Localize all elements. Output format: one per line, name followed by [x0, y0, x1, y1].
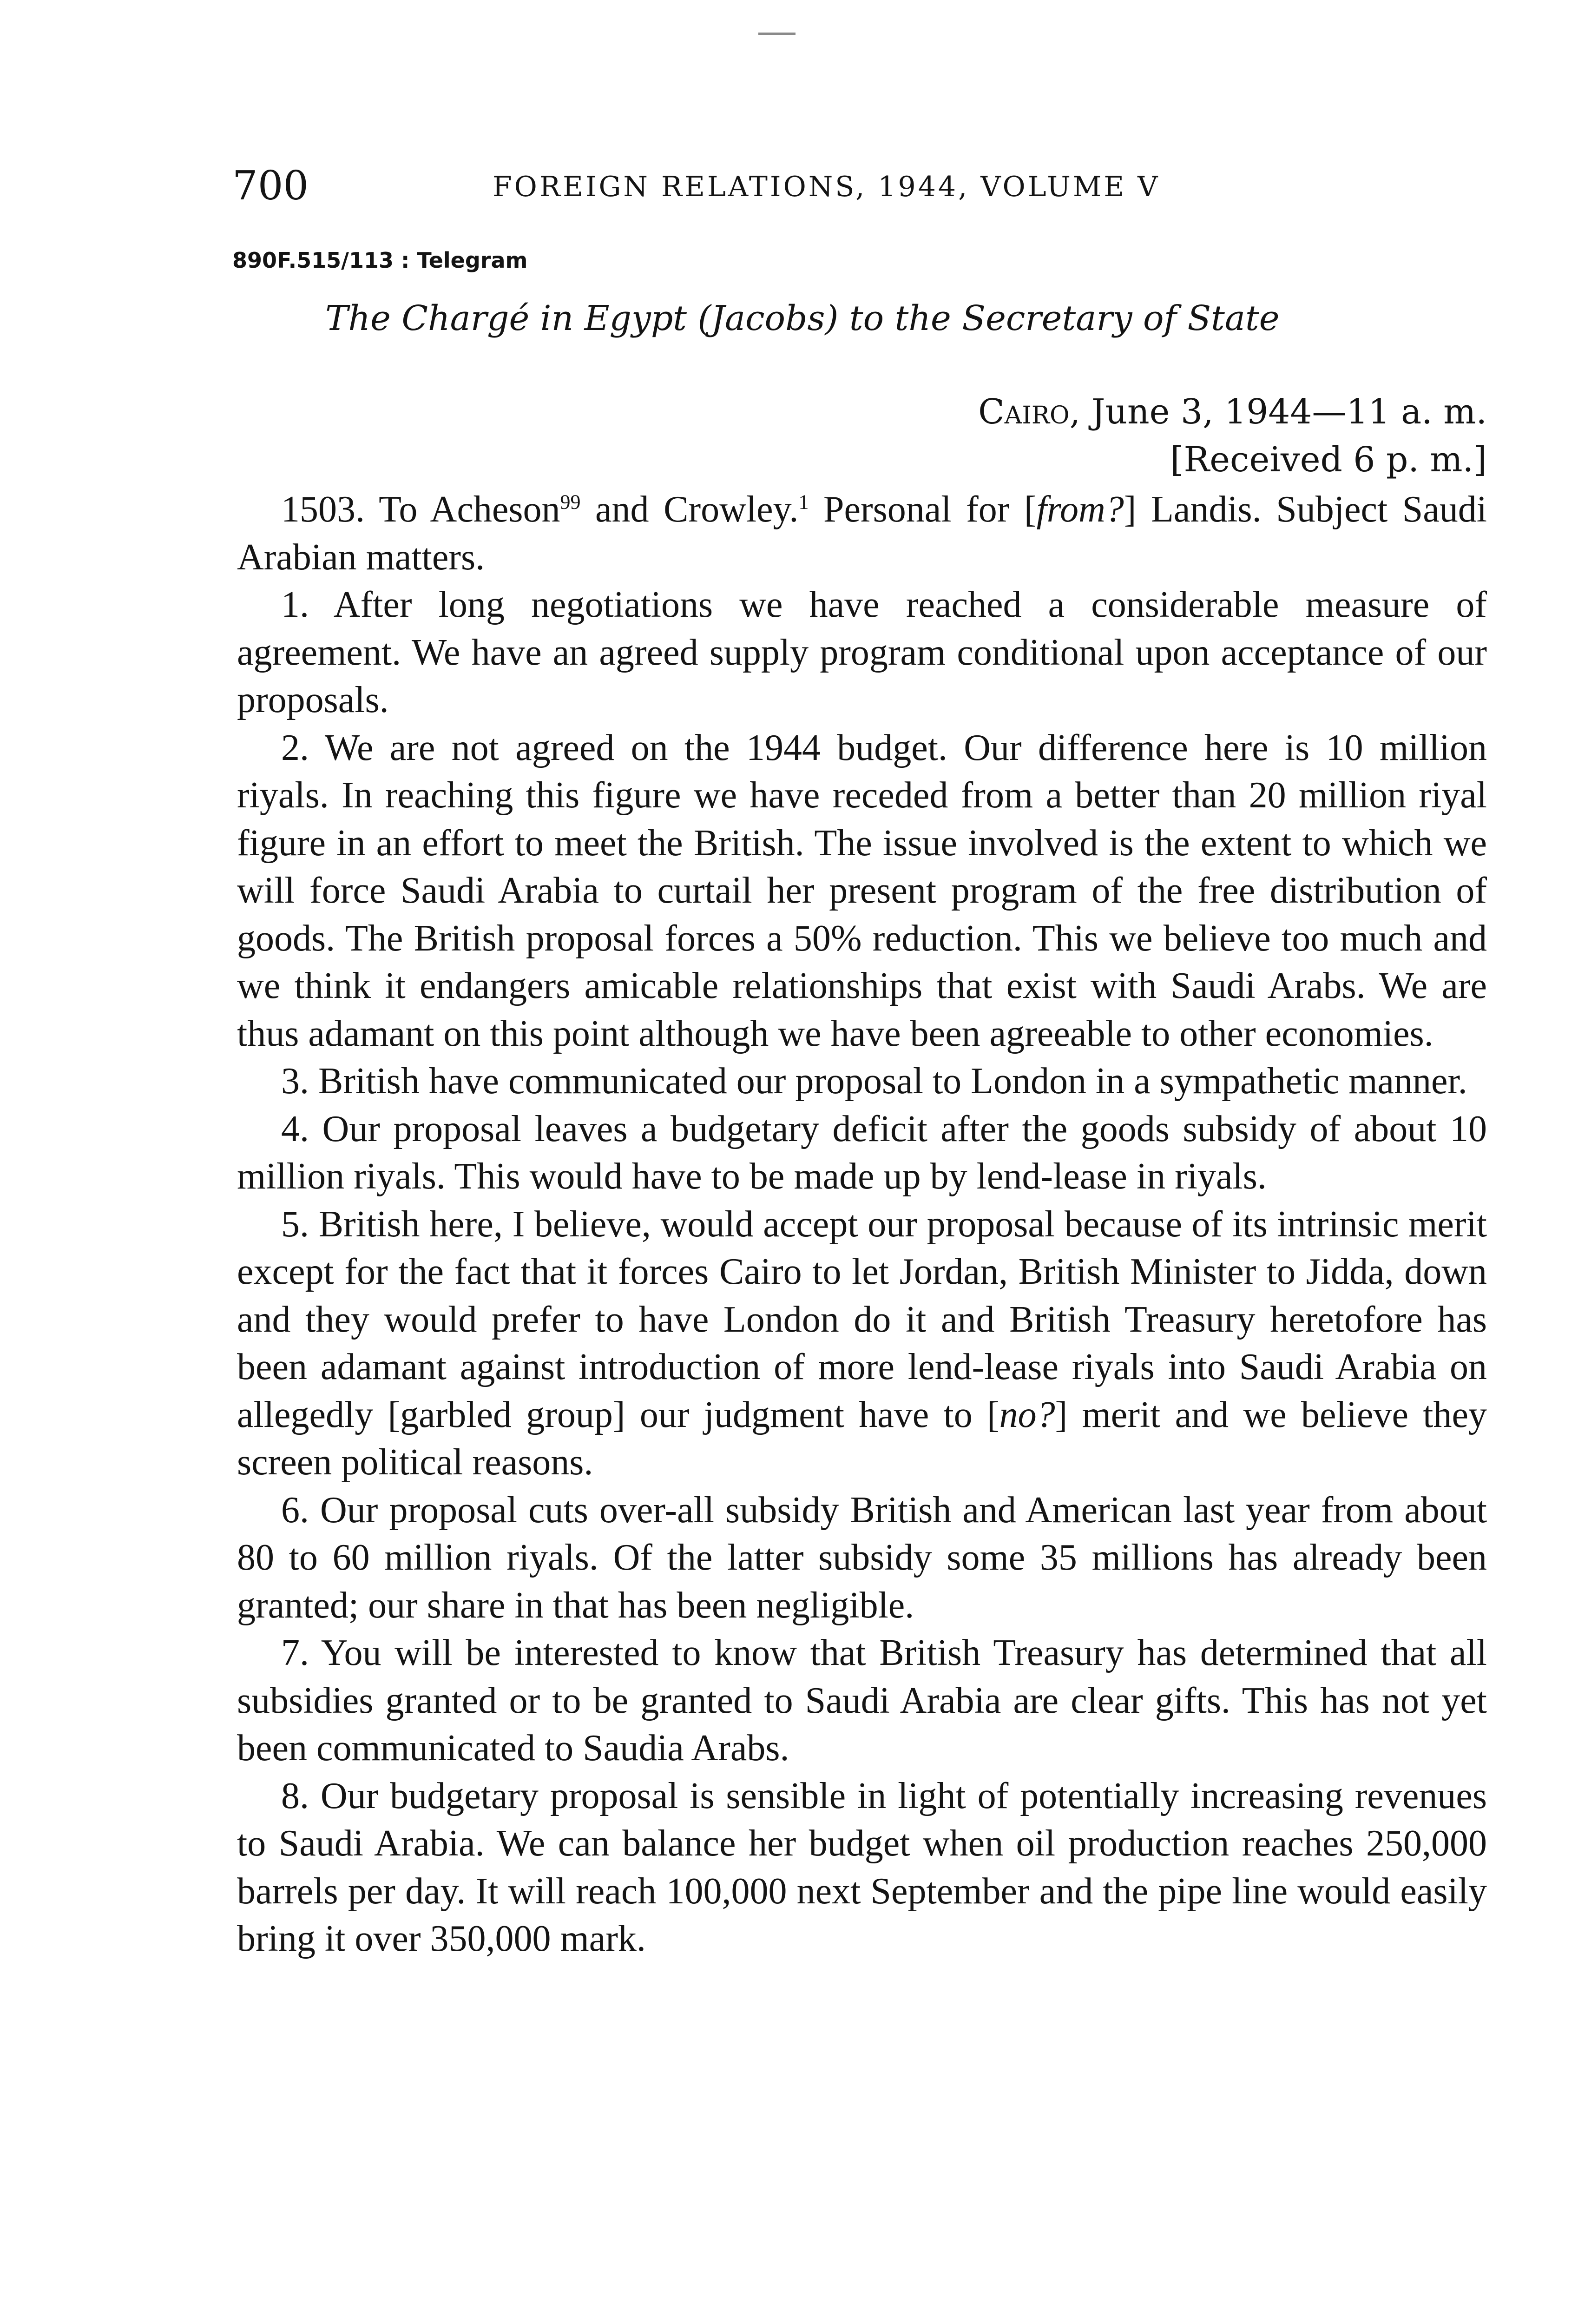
page-top-mark	[758, 33, 796, 35]
page-number: 700	[232, 163, 309, 209]
paragraph-7: 7. You will be interested to know that British Treasury has determined that all subsidies granted or to be granted to Saudi Arabia are clear gifts. This has not yet been communicated to Saudia Arabs.	[237, 1632, 1487, 1769]
dateline-date: , June 3, 1944—11 a. m.	[1069, 392, 1487, 432]
dateline-place-date	[906, 388, 1487, 436]
document-title: The Chargé in Egypt (Jacobs) to the Secretary of State	[325, 298, 1280, 338]
dateline-place: Cairo	[978, 392, 1070, 432]
running-head: FOREIGN RELATIONS, 1944, VOLUME V	[493, 171, 1160, 203]
paragraph-2: 2. We are not agreed on the 1944 budget. Our difference here is 10 million riyals. In reaching this figure we have receded from a better than 20 million riyal figure in an effort to meet the British. The issue involved is the extent to which we will force Saudi Arabia to curtail her present program of the free distribution of goods. The British proposal forces a 50% reduction. This we believe too much and we think it endangers amicable relationships that exist with Saudi Arabs. We are thus adamant on this point although we have been agreeable to other economies.	[237, 727, 1487, 1054]
page-header	[232, 163, 1492, 218]
dateline	[906, 388, 1487, 484]
footnote-ref-99: 99	[560, 490, 581, 514]
telegram-body	[237, 486, 1487, 1963]
paragraph-1: 1. After long negotiations we have reached a considerable measure of agreement. We have an agreed supply program conditional upon acceptance of our proposals.	[237, 584, 1487, 720]
opening-paragraph: 1503. To Acheson$^{99}$ and Crowley.$^1$ Personal for [from?] Landis. Subject Saudi Arabian matters.	[237, 489, 1487, 578]
document-file-id: 890F.515/113 : Telegram	[232, 248, 528, 273]
dateline-received: [Received 6 p. m.]	[1170, 440, 1487, 480]
paragraph-6: 6. Our proposal cuts over-all subsidy British and American last year from about 80 to 60 million riyals. Of the latter subsidy some 35 millions has already been granted; our share in that has been negligible.	[237, 1489, 1487, 1626]
paragraph-4: 4. Our proposal leaves a budgetary deficit after the goods subsidy of about 10 million riyals. This would have to be made up by lend-lease in riyals.	[237, 1108, 1487, 1197]
paragraph-8: 8. Our budgetary proposal is sensible in light of potentially increasing revenues to Saudi Arabia. We can balance her budget when oil production reaches 250,000 barrels per day. It will reach 100,000 next September and the pipe line would easily bring it over 350,000 mark.	[237, 1775, 1487, 1959]
paragraph-3: 3. British have communicated our proposal to London in a sympathetic manner.	[281, 1061, 1467, 1102]
footnote-ref-1: 1	[798, 490, 809, 514]
paragraph-5: 5. British here, I believe, would accept our proposal because of its intrinsic merit except for the fact that it forces Cairo to let Jordan, British Minister to Jidda, down and they would prefer to have London do it and British Treasury heretofore has been adamant against introduction of more lend-lease riyals into Saudi Arabia on allegedly [garbled group] our judgment have to [no?] merit and we believe they screen political reasons.	[237, 1203, 1487, 1483]
